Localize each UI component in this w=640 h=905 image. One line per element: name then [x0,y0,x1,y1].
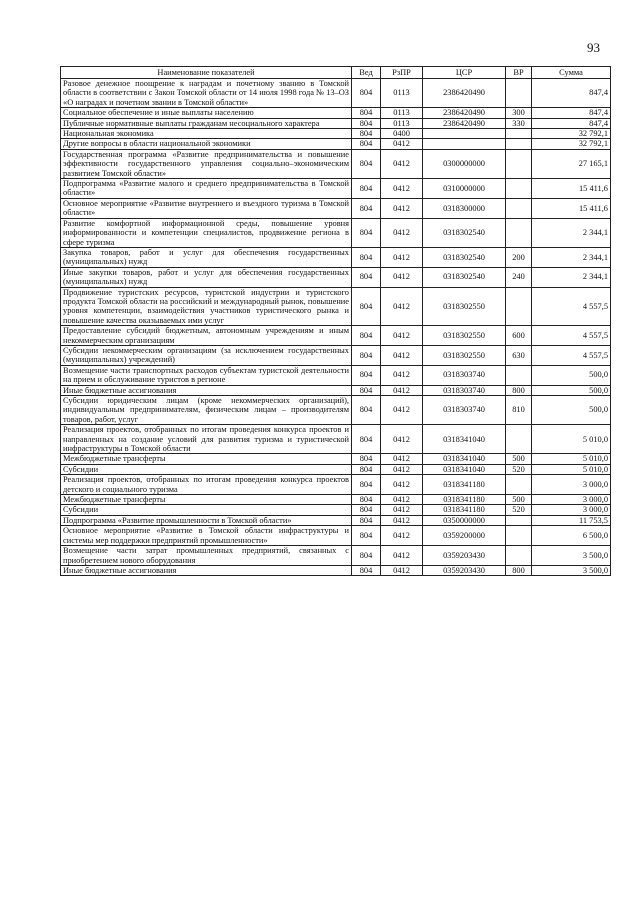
cell-ved: 804 [352,218,381,247]
cell-vr [506,526,532,546]
table-row [61,396,611,425]
cell-rzpr: 0412 [381,505,423,515]
cell-rzpr: 0412 [381,267,423,287]
cell-rzpr: 0412 [381,475,423,495]
cell-name: Межбюджетные трансферты [61,495,352,505]
cell-rzpr: 0412 [381,287,423,326]
cell-ved: 804 [352,247,381,267]
cell-vr: 600 [506,326,532,346]
table-row [61,287,611,326]
cell-vr: 200 [506,247,532,267]
cell-ved: 804 [352,267,381,287]
table-row [61,495,611,505]
header-csr: ЦСР [423,67,506,79]
table-row [61,267,611,287]
cell-rzpr: 0412 [381,464,423,474]
cell-vr: 240 [506,267,532,287]
table-row [61,565,611,575]
cell-rzpr: 0113 [381,108,423,118]
cell-vr: 300 [506,108,532,118]
table-header-row [61,67,611,79]
cell-ved: 804 [352,565,381,575]
cell-ved: 804 [352,139,381,149]
cell-rzpr: 0412 [381,247,423,267]
cell-ved: 804 [352,454,381,464]
table-row [61,464,611,474]
cell-ved: 804 [352,526,381,546]
cell-vr [506,129,532,139]
cell-sum: 2 344,1 [532,218,611,247]
cell-name: Подпрограмма «Развитие малого и среднего предпринимательства в Томской области» [61,179,352,199]
table-row [61,385,611,395]
cell-ved: 804 [352,179,381,199]
cell-rzpr: 0412 [381,396,423,425]
cell-name: Социальное обеспечение и иные выплаты населению [61,108,352,118]
cell-ved: 804 [352,326,381,346]
cell-sum: 2 344,1 [532,267,611,287]
table-row [61,365,611,385]
cell-sum: 3 500,0 [532,565,611,575]
page-number: 93 [587,40,600,55]
table-row [61,546,611,566]
cell-ved: 804 [352,108,381,118]
header-rzpr: РзПР [381,67,423,79]
cell-ved: 804 [352,365,381,385]
cell-csr: 0318302550 [423,326,506,346]
cell-rzpr: 0412 [381,385,423,395]
cell-vr [506,198,532,218]
table-row [61,505,611,515]
cell-sum: 6 500,0 [532,526,611,546]
cell-sum: 2 344,1 [532,247,611,267]
cell-sum: 500,0 [532,385,611,395]
cell-name: Межбюджетные трансферты [61,454,352,464]
budget-table [60,66,611,576]
cell-csr: 2386420490 [423,118,506,128]
cell-ved: 804 [352,396,381,425]
table-row [61,129,611,139]
cell-csr: 0318302540 [423,267,506,287]
table-row [61,345,611,365]
cell-csr: 0359203430 [423,565,506,575]
cell-rzpr: 0113 [381,79,423,108]
cell-csr: 0359203430 [423,546,506,566]
cell-vr: 500 [506,495,532,505]
cell-csr: 0318300000 [423,198,506,218]
cell-vr: 800 [506,565,532,575]
cell-name: Продвижение туристских ресурсов, туристской индустрии и туристского продукта Томской области на российский и международный рынок, повышение уровня компетенции, взаимодействия участников туристического рынка и повышение качества оказываемых ими услуг [61,287,352,326]
cell-name: Возмещение части затрат промышленных предприятий, связанных с приобретением нового оборудования [61,546,352,566]
cell-sum: 5 010,0 [532,425,611,454]
cell-sum: 4 557,5 [532,287,611,326]
cell-ved: 804 [352,345,381,365]
cell-sum: 3 000,0 [532,475,611,495]
header-sum: Сумма [532,67,611,79]
cell-csr: 0318303740 [423,385,506,395]
cell-csr: 0300000000 [423,149,506,178]
cell-vr [506,515,532,525]
table-row [61,179,611,199]
header-ved: Вед [352,67,381,79]
cell-csr: 0318302550 [423,345,506,365]
cell-ved: 804 [352,149,381,178]
cell-vr [506,79,532,108]
cell-rzpr: 0412 [381,515,423,525]
table-row [61,247,611,267]
table-row [61,475,611,495]
table-row [61,108,611,118]
cell-name: Субсидии юридическим лицам (кроме некоммерческих организаций), индивидуальным предпринимателям, физическим лицам – производителям товаров, работ, услуг [61,396,352,425]
cell-ved: 804 [352,129,381,139]
table-row [61,218,611,247]
cell-name: Реализация проектов, отобранных по итогам проведения конкурса проектов и направленных на создание условий для развития туризма и туристической инфраструктуры в Томской области [61,425,352,454]
table-row [61,118,611,128]
table-row [61,526,611,546]
cell-sum: 27 165,1 [532,149,611,178]
cell-vr [506,425,532,454]
table-row [61,425,611,454]
cell-rzpr: 0113 [381,118,423,128]
cell-sum: 5 010,0 [532,454,611,464]
cell-sum: 500,0 [532,396,611,425]
table-row [61,454,611,464]
cell-sum: 3 000,0 [532,505,611,515]
cell-rzpr: 0412 [381,546,423,566]
cell-csr: 2386420490 [423,108,506,118]
cell-vr: 500 [506,454,532,464]
cell-csr: 0350000000 [423,515,506,525]
cell-csr: 0318341040 [423,425,506,454]
cell-name: Развитие комфортной информационной среды, повышение уровня информированности и компетенции специалистов, продвижение региона в сфере туризма [61,218,352,247]
header-name: Наименование показателей [61,67,352,79]
cell-ved: 804 [352,515,381,525]
cell-rzpr: 0412 [381,218,423,247]
cell-sum: 3 500,0 [532,546,611,566]
cell-ved: 804 [352,495,381,505]
cell-rzpr: 0412 [381,198,423,218]
cell-csr: 0318302550 [423,287,506,326]
cell-name: Субсидии [61,464,352,474]
cell-csr [423,139,506,149]
cell-sum: 32 792,1 [532,139,611,149]
cell-name: Подпрограмма «Развитие промышленности в Томской области» [61,515,352,525]
cell-ved: 804 [352,118,381,128]
table-row [61,198,611,218]
cell-sum: 32 792,1 [532,129,611,139]
cell-name: Государственная программа «Развитие предпринимательства и повышение эффективности государственного управления социально–экономическим развитием Томской области» [61,149,352,178]
cell-csr: 0359200000 [423,526,506,546]
cell-csr: 0318302540 [423,218,506,247]
cell-name: Разовое денежное поощрение к наградам и почетному званию в Томской области в соответствии с Закон Томской области от 14 июля 1998 года № 13–ОЗ «О наградах и почетном звании в Томской области» [61,79,352,108]
cell-rzpr: 0412 [381,149,423,178]
cell-rzpr: 0412 [381,425,423,454]
table-row [61,326,611,346]
cell-ved: 804 [352,475,381,495]
cell-csr: 0318341040 [423,454,506,464]
cell-sum: 11 753,5 [532,515,611,525]
cell-vr: 330 [506,118,532,128]
cell-rzpr: 0412 [381,454,423,464]
cell-vr [506,546,532,566]
cell-sum: 15 411,6 [532,198,611,218]
cell-name: Реализация проектов, отобранных по итогам проведения конкурса проектов детского и социального туризма [61,475,352,495]
cell-name: Иные бюджетные ассигнования [61,565,352,575]
cell-vr [506,139,532,149]
cell-ved: 804 [352,198,381,218]
cell-name: Национальная экономика [61,129,352,139]
cell-vr [506,287,532,326]
cell-name: Возмещение части транспортных расходов субъектам туристской деятельности на прием и обслуживание туристов в регионе [61,365,352,385]
cell-ved: 804 [352,79,381,108]
cell-csr: 2386420490 [423,79,506,108]
cell-vr [506,179,532,199]
cell-csr: 0318341180 [423,505,506,515]
cell-name: Другие вопросы в области национальной экономики [61,139,352,149]
cell-ved: 804 [352,505,381,515]
cell-ved: 804 [352,425,381,454]
cell-csr: 0318303740 [423,365,506,385]
cell-sum: 15 411,6 [532,179,611,199]
cell-vr: 520 [506,464,532,474]
cell-sum: 4 557,5 [532,345,611,365]
cell-rzpr: 0400 [381,129,423,139]
cell-name: Субсидии некоммерческим организациям (за исключением государственных (муниципальных) учреждений) [61,345,352,365]
cell-ved: 804 [352,546,381,566]
cell-sum: 847,4 [532,108,611,118]
cell-sum: 847,4 [532,79,611,108]
cell-ved: 804 [352,287,381,326]
cell-rzpr: 0412 [381,495,423,505]
cell-vr [506,218,532,247]
cell-rzpr: 0412 [381,526,423,546]
cell-csr: 0318302540 [423,247,506,267]
table-row [61,139,611,149]
cell-sum: 3 000,0 [532,495,611,505]
cell-rzpr: 0412 [381,326,423,346]
table-row [61,79,611,108]
cell-sum: 847,4 [532,118,611,128]
table-row [61,149,611,178]
cell-name: Основное мероприятие «Развитие внутреннего и въездного туризма в Томской области» [61,198,352,218]
cell-csr: 0318341040 [423,464,506,474]
cell-rzpr: 0412 [381,365,423,385]
cell-csr: 0318341180 [423,495,506,505]
cell-name: Иные бюджетные ассигнования [61,385,352,395]
cell-vr: 800 [506,385,532,395]
cell-rzpr: 0412 [381,345,423,365]
cell-ved: 804 [352,385,381,395]
cell-name: Субсидии [61,505,352,515]
cell-vr [506,475,532,495]
cell-csr: 0318303740 [423,396,506,425]
cell-sum: 500,0 [532,365,611,385]
cell-csr [423,129,506,139]
cell-name: Иные закупки товаров, работ и услуг для обеспечения государственных (муниципальных) нужд [61,267,352,287]
cell-rzpr: 0412 [381,565,423,575]
cell-vr [506,365,532,385]
cell-vr: 520 [506,505,532,515]
cell-ved: 804 [352,464,381,474]
cell-name: Закупка товаров, работ и услуг для обеспечения государственных (муниципальных) нужд [61,247,352,267]
cell-sum: 4 557,5 [532,326,611,346]
cell-vr: 630 [506,345,532,365]
cell-vr: 810 [506,396,532,425]
cell-name: Публичные нормативные выплаты гражданам несоциального характера [61,118,352,128]
cell-vr [506,149,532,178]
cell-csr: 0318341180 [423,475,506,495]
cell-name: Предоставление субсидий бюджетным, автономным учреждениям и иным некоммерческим организациям [61,326,352,346]
cell-csr: 0310000000 [423,179,506,199]
table-row [61,515,611,525]
header-vr: ВР [506,67,532,79]
cell-name: Основное мероприятие «Развитие в Томской области инфраструктуры и системы мер поддержки предприятий промышленности» [61,526,352,546]
cell-sum: 5 010,0 [532,464,611,474]
cell-rzpr: 0412 [381,179,423,199]
cell-rzpr: 0412 [381,139,423,149]
